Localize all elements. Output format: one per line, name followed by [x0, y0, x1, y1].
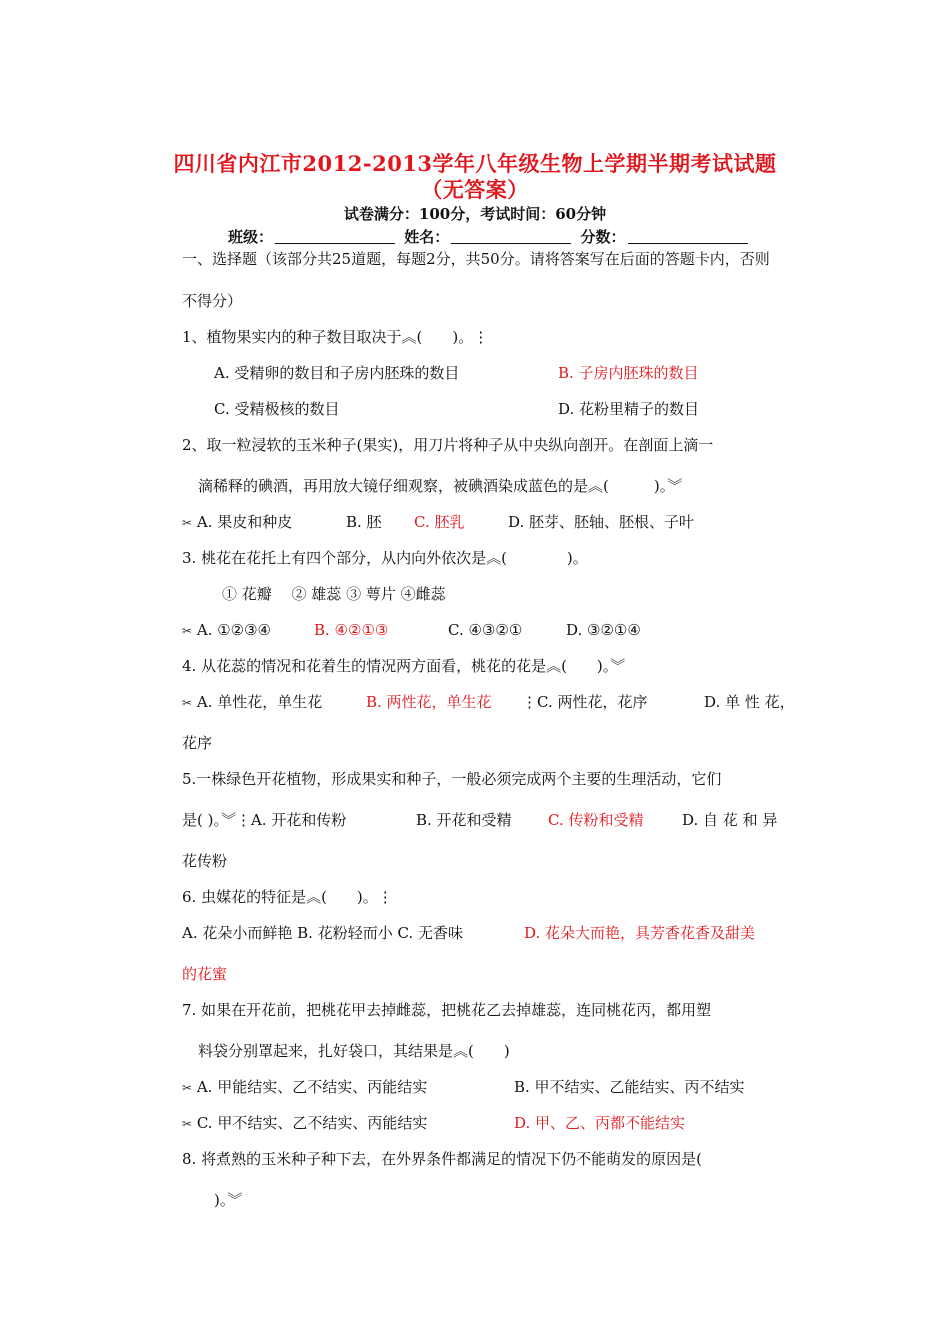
q6-option-d-answer-cont: 的花蜜: [182, 965, 228, 983]
exam-title-note: （无答案）: [421, 177, 529, 202]
q1-option-c: C. 受精极核的数目: [214, 400, 340, 418]
exam-title: 四川省内江市2012-2013学年八年级生物上学期半期考试试题: [173, 151, 777, 176]
scissor-mark-icon: ✂: [182, 516, 193, 530]
scissor-mark-icon: ✂: [182, 1117, 193, 1131]
q4-options: [182, 692, 322, 713]
name-blank[interactable]: [451, 229, 571, 244]
question-7-stem-cont: 料袋分别罩起来，扎好袋口，其结果是︽( ): [198, 1042, 510, 1060]
q5-option-d: D. 自 花 和 异: [682, 811, 778, 829]
question-5-stem-cont: 是( )。︾⋮A. 开花和传粉: [182, 811, 347, 829]
name-label: 姓名：: [404, 228, 450, 246]
exam-meta: 试卷满分：100分，考试时间：60分钟: [343, 205, 607, 223]
q2-option-a: A. 果皮和种皮: [196, 513, 293, 531]
q7-option-a: A. 甲能结实、乙不结实、丙能结实: [196, 1078, 428, 1096]
question-2-stem-cont: 滴稀释的碘酒，再用放大镜仔细观察，被碘酒染成蓝色的是︽( )。︾: [198, 477, 683, 495]
question-4-stem: 4. 从花蕊的情况和花着生的情况两方面看，桃花的花是︽( )。︾: [182, 657, 626, 675]
question-3-stem: 3. 桃花在花托上有四个部分，从内向外依次是︽( )。: [182, 549, 588, 567]
q5-option-d-cont: 花传粉: [182, 852, 228, 870]
question-2-stem: 2、取一粒浸软的玉米种子(果实)，用刀片将种子从中央纵向剖开。在剖面上滴一: [182, 436, 714, 454]
q7-option-a-row: [182, 1077, 427, 1098]
scissor-mark-icon: ✂: [182, 1081, 193, 1095]
scissor-mark-icon: ✂: [182, 624, 193, 638]
q5-option-b: B. 开花和受精: [416, 811, 512, 829]
q7-option-d-answer: D. 甲、乙、丙都不能结实: [514, 1114, 686, 1132]
q3-option-b-answer: B. ④②①③: [314, 621, 389, 639]
q3-option-a: A. ①②③④: [196, 621, 272, 639]
q3-option-c: C. ④③②①: [448, 621, 523, 639]
section-heading: 一、选择题（该部分共25道题，每题2分，共50分。请将答案写在后面的答题卡内，否则: [182, 250, 770, 268]
q2-option-c-answer: C. 胚乳: [414, 513, 465, 531]
class-blank[interactable]: [275, 229, 395, 244]
score-blank[interactable]: [628, 229, 748, 244]
q3-options: [182, 620, 271, 641]
q1-option-b-answer: B. 子房内胚珠的数目: [558, 364, 699, 382]
section-heading-cont: 不得分）: [182, 292, 243, 310]
q1-option-d: D. 花粉里精子的数目: [558, 400, 700, 418]
q4-option-d: D. 单 性 花，: [704, 693, 795, 711]
q3-option-d: D. ③②①④: [566, 621, 641, 639]
q7-option-b: B. 甲不结实、乙能结实、丙不结实: [514, 1078, 745, 1096]
q3-parts: ① 花瓣 ② 雄蕊 ③ 萼片 ④雌蕊: [222, 585, 446, 603]
q2-options: [182, 512, 292, 533]
q5-option-c-answer: C. 传粉和受精: [548, 811, 644, 829]
question-8-stem: 8. 将煮熟的玉米种子种下去，在外界条件都满足的情况下仍不能萌发的原因是(: [182, 1150, 702, 1168]
question-1-stem: 1、植物果实内的种子数目取决于︽( )。⋮: [182, 328, 489, 346]
q4-option-b-answer: B. 两性花，单生花: [366, 693, 492, 711]
q2-option-d: D. 胚芽、胚轴、胚根、子叶: [508, 513, 695, 531]
q2-option-b: B. 胚: [346, 513, 382, 531]
class-label: 班级：: [228, 228, 274, 246]
student-fields: [228, 226, 752, 247]
q1-option-a: A. 受精卵的数目和子房内胚珠的数目: [214, 364, 460, 382]
q4-option-a: A. 单性花，单生花: [196, 693, 323, 711]
q7-option-c: C. 甲不结实、乙不结实、丙能结实: [196, 1114, 428, 1132]
score-label: 分数：: [580, 228, 626, 246]
question-7-stem: 7. 如果在开花前，把桃花甲去掉雌蕊，把桃花乙去掉雄蕊，连同桃花丙，都用塑: [182, 1001, 712, 1019]
question-8-stem-cont: )。︾: [214, 1191, 243, 1209]
q6-options-abc: A. 花朵小而鲜艳 B. 花粉轻而小 C. 无香味: [182, 924, 463, 942]
q7-option-c-row: [182, 1113, 427, 1134]
q6-option-d-answer: D. 花朵大而艳，具芳香花香及甜美: [524, 924, 756, 942]
question-5-stem: 5.一株绿色开花植物，形成果实和种子，一般必须完成两个主要的生理活动，它们: [182, 770, 722, 788]
question-6-stem: 6. 虫媒花的特征是︽( )。⋮: [182, 888, 393, 906]
q4-option-c: ⋮C. 两性花，花序: [522, 693, 648, 711]
scissor-mark-icon: ✂: [182, 696, 193, 710]
q4-option-d-cont: 花序: [182, 734, 213, 752]
